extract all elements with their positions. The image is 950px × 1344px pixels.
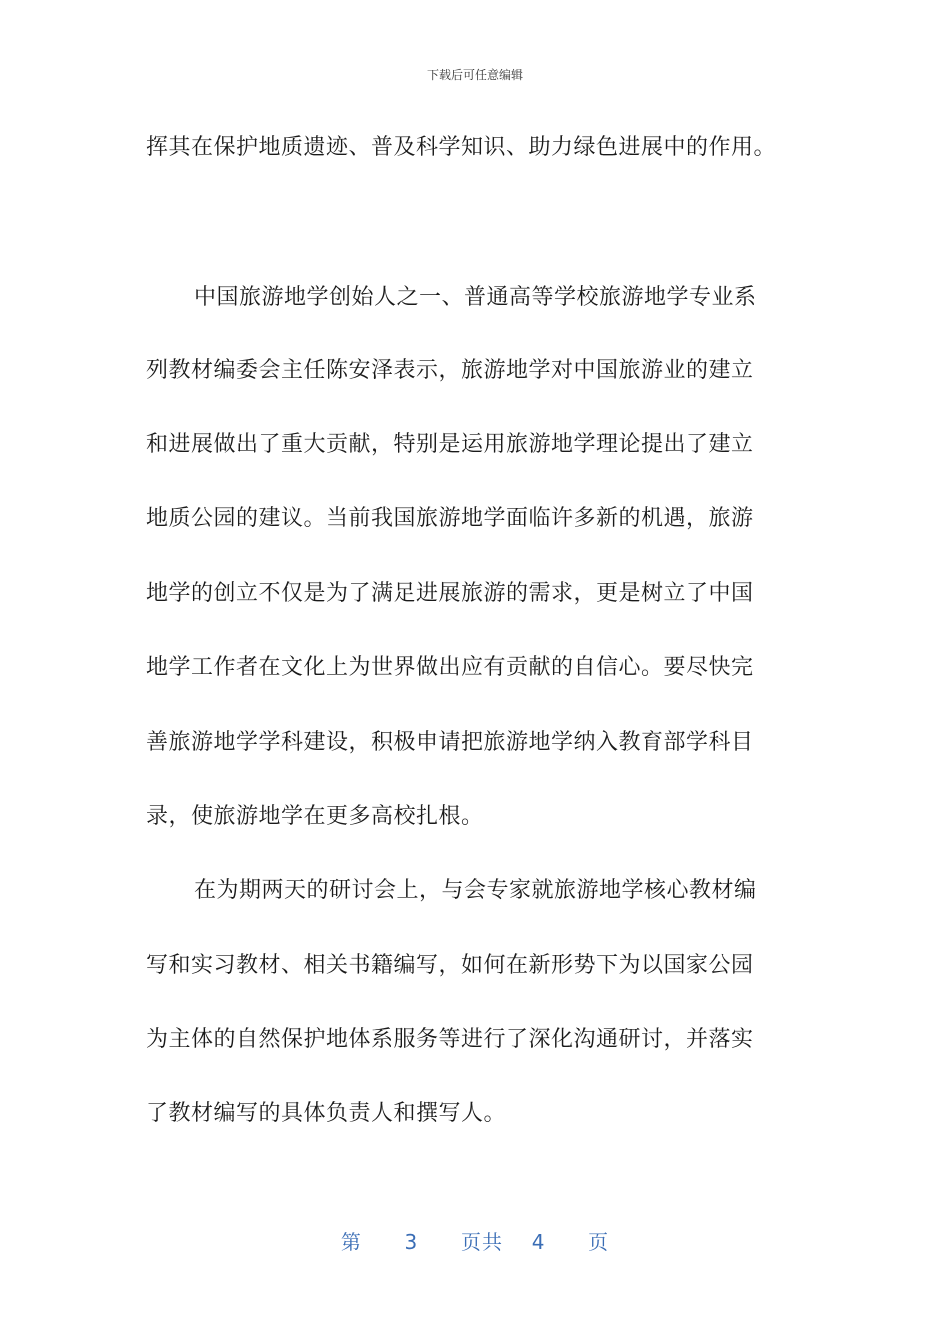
text-line: 善旅游地学学科建设，积极申请把旅游地学纳入教育部学科目 — [146, 730, 754, 755]
text-line: 地学的创立不仅是为了满足进展旅游的需求，更是树立了中国 — [146, 581, 754, 606]
page-label-suffix: 页 — [588, 1230, 610, 1254]
page-label-middle: 页共 — [461, 1230, 503, 1254]
paragraph-first-line: 中国旅游地学创始人之一、普通高等学校旅游地学专业系 — [194, 285, 757, 310]
page-footer — [0, 1226, 950, 1255]
text-line: 和进展做出了重大贡献，特别是运用旅游地学理论提出了建立 — [146, 432, 754, 457]
text-line: 地学工作者在文化上为世界做出应有贡献的自信心。要尽快完 — [146, 655, 754, 680]
text-line: 地质公园的建议。当前我国旅游地学面临许多新的机遇，旅游 — [146, 506, 754, 531]
text-line: 为主体的自然保护地体系服务等进行了深化沟通研讨，并落实 — [146, 1027, 754, 1052]
text-line: 列教材编委会主任陈安泽表示，旅游地学对中国旅游业的建立 — [146, 358, 754, 383]
total-pages-number: 4 — [531, 1230, 546, 1254]
page-header: 下载后可任意编辑 — [426, 68, 523, 82]
text-line: 挥其在保护地质遗迹、普及科学知识、助力绿色进展中的作用。 — [146, 135, 777, 160]
page-label-prefix: 第 — [340, 1230, 362, 1254]
current-page-number: 3 — [404, 1230, 419, 1254]
paragraph-first-line: 在为期两天的研讨会上，与会专家就旅游地学核心教材编 — [194, 878, 757, 903]
text-line: 写和实习教材、相关书籍编写，如何在新形势下为以国家公园 — [146, 953, 754, 978]
text-line: 了教材编写的具体负责人和撰写人。 — [146, 1101, 507, 1126]
text-line: 录，使旅游地学在更多高校扎根。 — [146, 804, 484, 829]
